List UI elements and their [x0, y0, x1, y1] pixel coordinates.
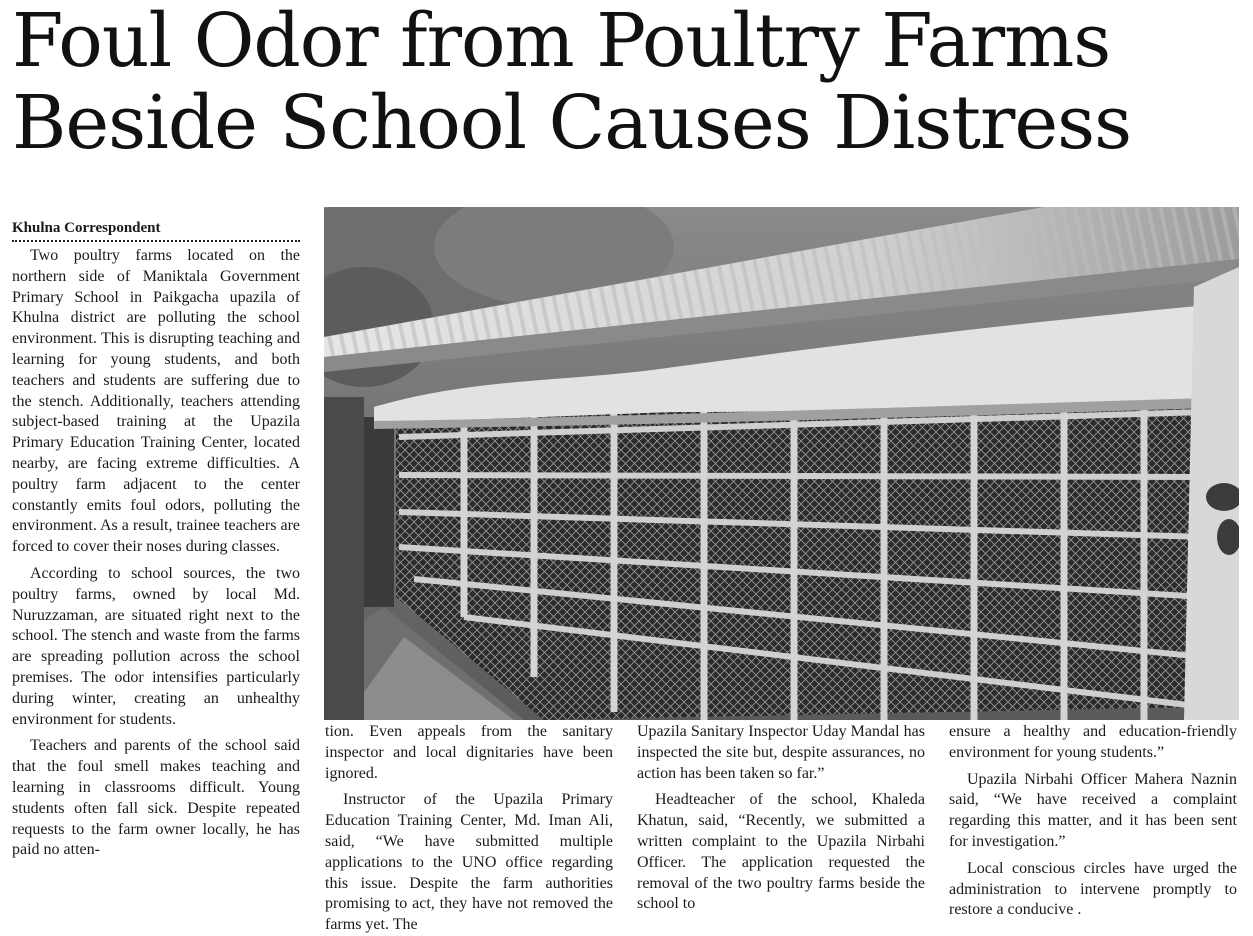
headline-line-1: Foul Odor from Poultry Farms — [12, 0, 1111, 84]
article-column-3 — [637, 722, 925, 934]
paragraph: Headteacher of the school, Khaleda Khatun, said, “Recently, we submitted a written complaint to the Upazila Nirbahi Officer. The application requested the removal of the two poultry farms beside the school to — [637, 791, 925, 913]
article-column-1 — [12, 246, 300, 934]
article-column-4 — [949, 722, 1237, 934]
paragraph: Upazila Sanitary Inspector Uday Mandal has inspected the site but, despite assurances, no action has been taken so far.” — [637, 723, 925, 782]
paragraph: Teachers and parents of the school said that the foul smell makes teaching and learning in classrooms difficult. Young students often fall sick. Despite repeated requests to the farm owner locally, he has paid no atten- — [12, 737, 300, 859]
paragraph: Upazila Nirbahi Officer Mahera Naznin said, “We have received a complaint regarding this matter, and it has been sent for investigation.” — [949, 770, 1237, 850]
paragraph: Two poultry farms located on the northern side of Maniktala Government Primary School in Paikgacha upazila of Khulna district are polluting the school environment. This is disrupting teaching and learning for young students, and both teachers and students are suffering due to the stench. Additionally, teachers attending subject-based training at the Upazila Primary Education Training Center, located nearby, are facing extreme difficulties. A poultry farm adjacent to the center constantly emits foul odors, polluting the environment. As a result, trainee teachers are forced to cover their noses during classes. — [12, 247, 300, 556]
paragraph: Local conscious circles have urged the administration to intervene promptly to restore a conducive . — [949, 859, 1237, 919]
headline-line-2: Beside School Causes Distress — [12, 80, 1132, 166]
paragraph: Instructor of the Upazila Primary Education Training Center, Md. Iman Ali, said, “We have submitted multiple applications to the UNO office regarding this issue. Despite the farm authorities promising to act, they have not removed the farms yet. The — [325, 791, 613, 934]
paragraph: ensure a healthy and education-friendly environment for young students.” — [949, 723, 1237, 761]
poultry-farm-photo — [324, 207, 1239, 720]
paragraph: tion. Even appeals from the sanitary inspector and local dignitaries have been ignored. — [325, 723, 613, 782]
paragraph: According to school sources, the two poultry farms, owned by local Md. Nuruzzaman, are situated right next to the school. The stench and waste from the farms are spreading pollution across the school premises. The odor intensifies particularly during winter, creating an unhealthy environment for students. — [12, 564, 300, 728]
headline — [12, 0, 1247, 164]
byline: Khulna Correspondent — [12, 220, 300, 242]
poultry-farm-photo-illustration — [324, 207, 1239, 720]
article-column-2 — [325, 722, 613, 934]
